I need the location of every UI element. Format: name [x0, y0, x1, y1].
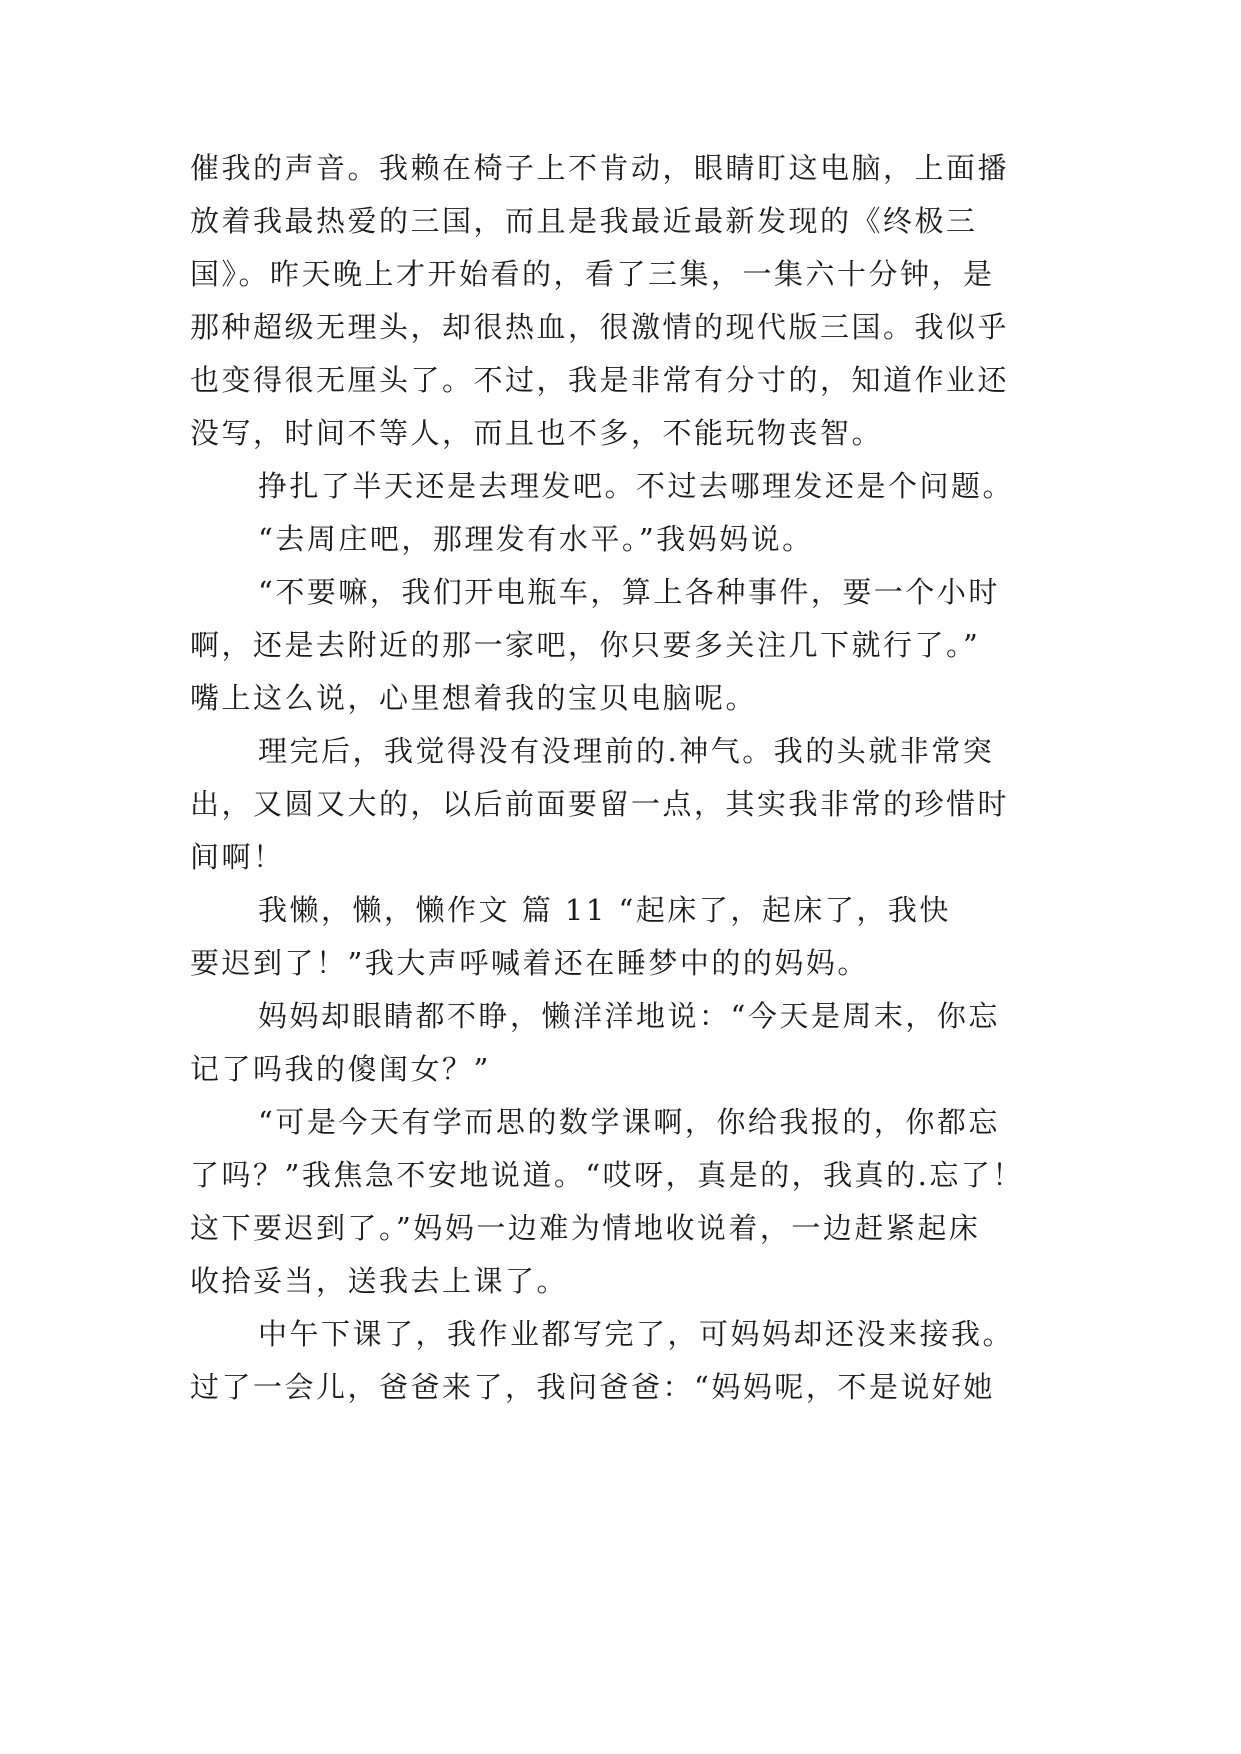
text-line: 我懒，懒，懒作文 篇 11 “起床了，起床了，我快: [258, 893, 951, 927]
text-line: 也变得很无厘头了。不过，我是非常有分寸的，知道作业还: [190, 363, 1010, 397]
text-line: 出，又圆又大的，以后前面要留一点，其实我非常的珍惜时: [190, 787, 1010, 821]
text-line: “去周庄吧，那理发有水平。”我妈妈说。: [258, 522, 814, 556]
text-line: “不要嘛，我们开电瓶车，算上各种事件，要一个小时: [258, 575, 1000, 609]
text-line: 要迟到了！”我大声呼喊着还在睡梦中的的妈妈。: [190, 946, 869, 980]
text-line: 妈妈却眼睛都不睁，懒洋洋地说：“今天是周末，你忘: [258, 999, 1000, 1033]
text-line: 放着我最热爱的三国，而且是我最近最新发现的《终极三: [190, 204, 978, 238]
text-line: 催我的声音。我赖在椅子上不肯动，眼睛盯这电脑，上面播: [190, 151, 1010, 185]
text-line: 挣扎了半天还是去理发吧。不过去哪理发还是个问题。: [258, 469, 1015, 503]
text-line: 过了一会儿，爸爸来了，我问爸爸：“妈妈呢，不是说好她: [190, 1370, 995, 1404]
text-line: 没写，时间不等人，而且也不多，不能玩物丧智。: [190, 416, 884, 450]
text-line: 理完后，我觉得没有没理前的.神气。我的头就非常突: [258, 734, 995, 768]
text-line: 嘴上这么说，心里想着我的宝贝电脑呢。: [190, 681, 758, 715]
text-line: 记了吗我的傻闺女？”: [190, 1052, 491, 1086]
text-line: “可是今天有学而思的数学课啊，你给我报的，你都忘: [258, 1105, 1000, 1139]
text-line: 了吗？”我焦急不安地说道。“哎呀，真是的，我真的.忘了！: [190, 1158, 1024, 1192]
text-line: 间啊！: [190, 840, 285, 874]
text-line: 啊，还是去附近的那一家吧，你只要多关注几下就行了。”: [190, 628, 981, 662]
text-line: 这下要迟到了。”妈妈一边难为情地收说着，一边赶紧起床: [190, 1211, 981, 1245]
text-line: 国》。昨天晚上才开始看的，看了三集，一集六十分钟，是: [190, 257, 995, 291]
text-line: 那种超级无理头，却很热血，很激情的现代版三国。我似乎: [190, 310, 1010, 344]
text-line: 收拾妥当，送我去上课了。: [190, 1264, 569, 1298]
text-line: 中午下课了，我作业都写完了，可妈妈却还没来接我。: [258, 1317, 1015, 1351]
